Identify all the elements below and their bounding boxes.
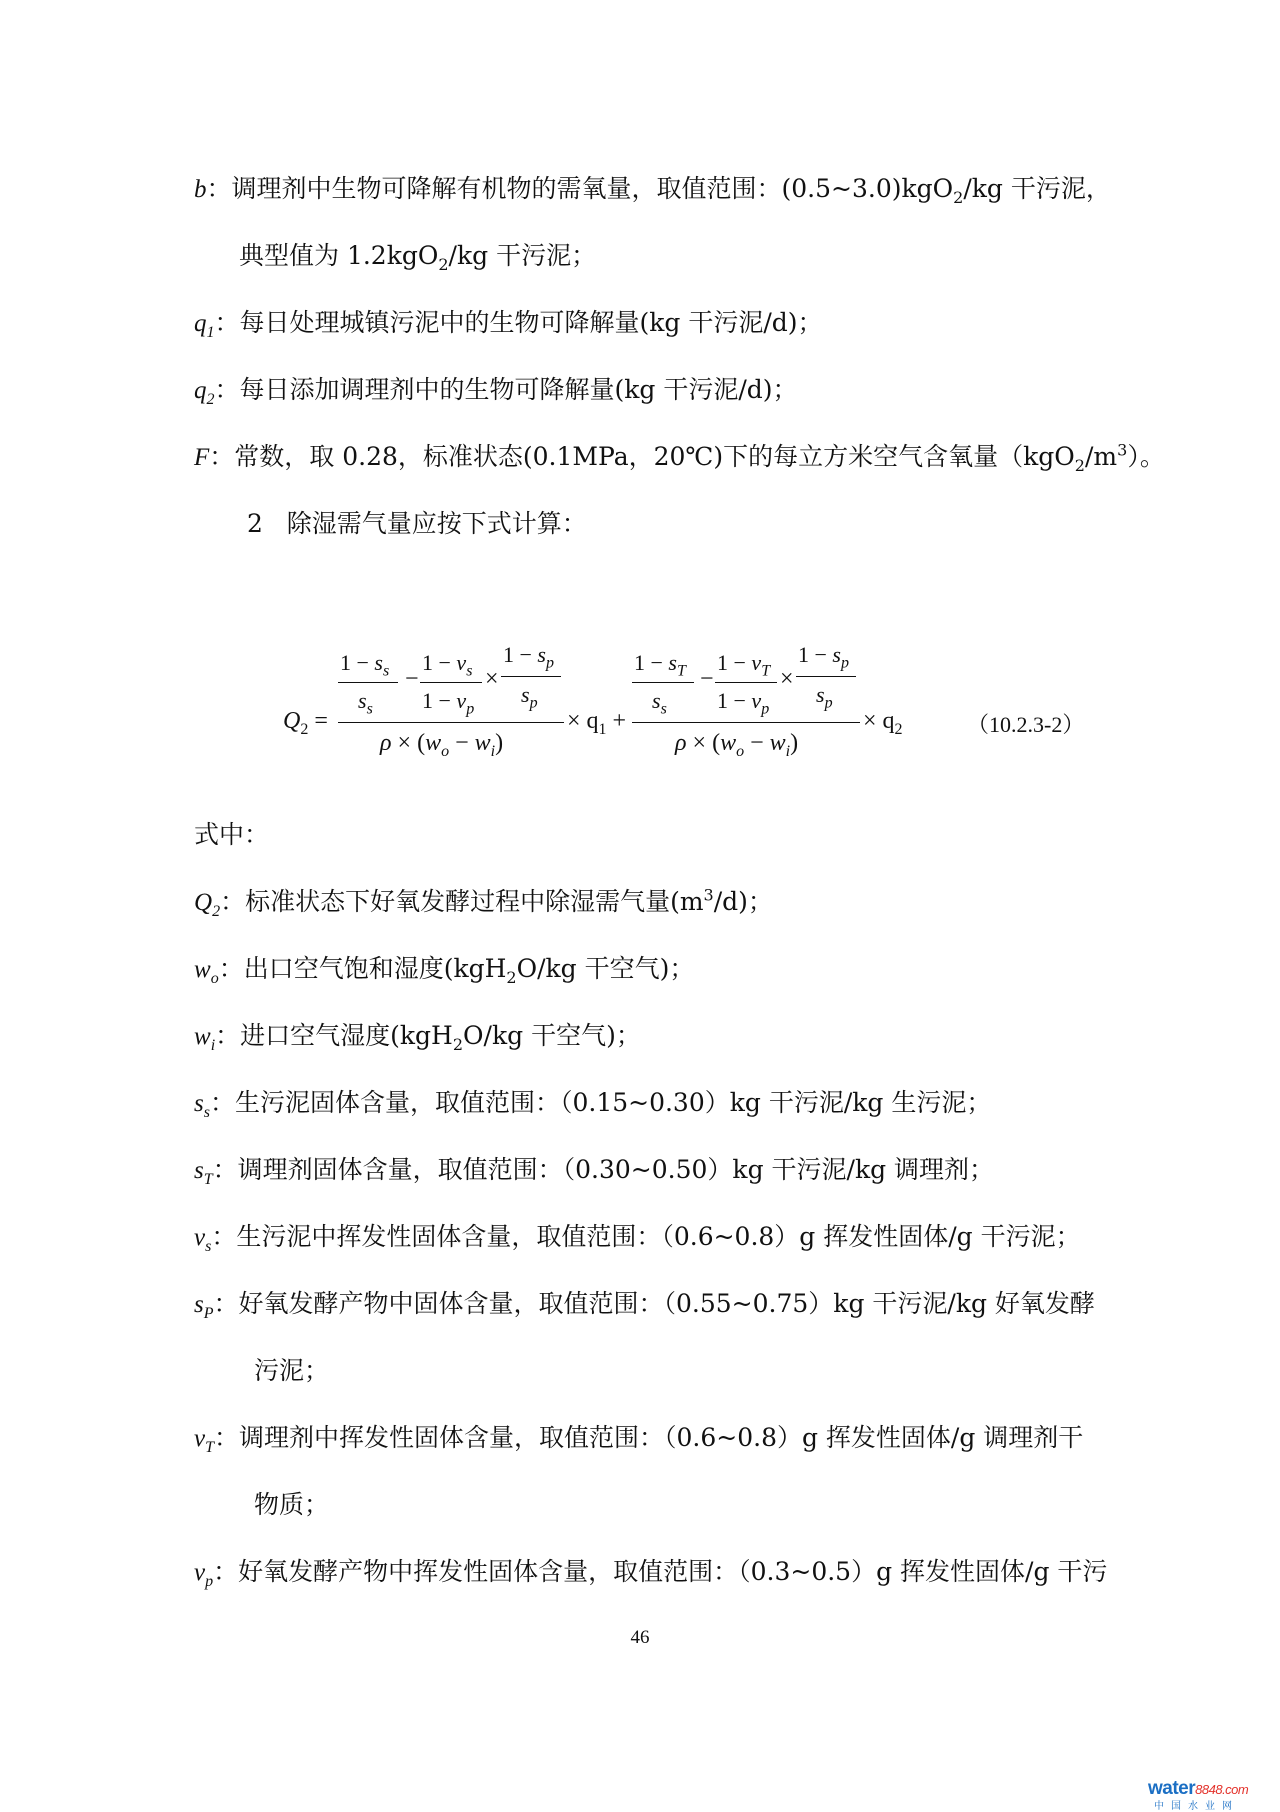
definition-text: ：调理剂中生物可降解有机物的需氧量，取值范围：(0.5~3.0)kgO [206,174,954,203]
definition-wo: $w_o$：出口空气饱和湿度(kgH$_2$O/kg 干空气)； [194,954,695,987]
times-q2: × $q_2$ [863,708,903,738]
definition-wi: $w_i$：进口空气湿度(kgH$_2$O/kg 干空气)； [194,1021,641,1054]
definition-vs: $v_s$：生污泥中挥发性固体含量，取值范围：（0.6~0.8）g 挥发性固体/g 干污泥； [194,1222,1081,1255]
frac2-num-b: $1 - v_T$ [717,650,771,680]
frac2-num-c: $1 - s_p$ [798,642,849,672]
frac1-denominator: $\rho \times (w_o - w_i)$ [380,730,504,760]
formula-lhs: $Q_2$ = [283,708,328,738]
frac1-num-b: $1 - v_s$ [422,650,473,680]
where-label: 式中： [194,820,270,849]
definition-b-continued: 典型值为 1.2kgO$_2$/kg 干污泥； [239,241,597,274]
definition-vT-continued: 物质； [254,1490,330,1519]
frac1-den-c: $s_p$ [521,682,538,712]
times-q1: × $q_1$ + [567,708,627,738]
definition-vT: $v_T$：调理剂中挥发性固体含量，取值范围：（0.6~0.8）g 挥发性固体/g 调理剂干 [194,1423,1084,1456]
watermark-logo: water8848.com 中国水业网 [1148,1778,1249,1812]
frac1-num-c: $1 - s_p$ [503,642,554,672]
formula-10-2-3-2: $Q_2$ = $1 - s_s$ $s_s$ − $1 - v_s$ $1 - v_p$ × $1 - s_p$ $s_p$ $\rho \times (w_o - w_i)$ × $q_1$ + $1 - s_T$ $s_s$ − $1 - v_T$ $1 - v_p$ × $1 - s_p$ $s_p$ $\rho \times (w_o - w_i)$ × $q_2$ （10.2.3-2） [283,642,1085,760]
symbol-b: b [194,176,207,203]
definition-sT: $s_T$：调理剂固体含量，取值范围：（0.30~0.50）kg 干污泥/kg 调理剂； [194,1155,995,1188]
definition-vp: $v_p$：好氧发酵产物中挥发性固体含量，取值范围：（0.3~0.5）g 挥发性固体/g 干污 [194,1557,1108,1590]
formula-number: （10.2.3-2） [967,712,1085,737]
definition-sP-continued: 污泥； [254,1356,330,1385]
definition-b: b：调理剂中生物可降解有机物的需氧量，取值范围：(0.5~3.0)kgO$_2$/kg 干污泥， [194,174,1111,207]
frac2-denominator: $\rho \times (w_o - w_i)$ [675,730,799,760]
definition-Q2: $Q_2$：标准状态下好氧发酵过程中除湿需气量$(m^3/d)$； [194,885,773,920]
item-number: 2 [247,509,263,538]
frac1-den-a: $s_s$ [358,688,373,718]
definition-q1: $q_1$：每日处理城镇污泥中的生物可降解量(kg 干污泥/d)； [194,308,823,341]
definition-F: F：常数，取 0.28，标准状态(0.1MPa，20℃)下的每立方米空气含氧量$(kgO_2/m^3)$。 [194,440,1165,475]
definition-q2: $q_2$：每日添加调理剂中的生物可降解量(kg 干污泥/d)； [194,375,798,408]
definition-ss: $s_s$：生污泥固体含量，取值范围：（0.15~0.30）kg 干污泥/kg 生污泥； [194,1088,992,1121]
item-2 [247,507,587,541]
frac2-den-c: $s_p$ [816,682,833,712]
frac2-den-b: $1 - v_p$ [717,688,770,718]
minus-sign: − [405,666,419,692]
frac2-num-a: $1 - s_T$ [634,650,686,680]
definition-sP: $s_P$：好氧发酵产物中固体含量，取值范围：（0.55~0.75）kg 干污泥/kg 好氧发酵 [194,1289,1095,1322]
frac1-num-a: $1 - s_s$ [340,650,390,680]
frac2-den-a: $s_s$ [652,688,667,718]
frac1-den-b: $1 - v_p$ [422,688,475,718]
page-number: 46 [630,1627,650,1648]
item-text: 除湿需气量应按下式计算： [286,509,587,538]
